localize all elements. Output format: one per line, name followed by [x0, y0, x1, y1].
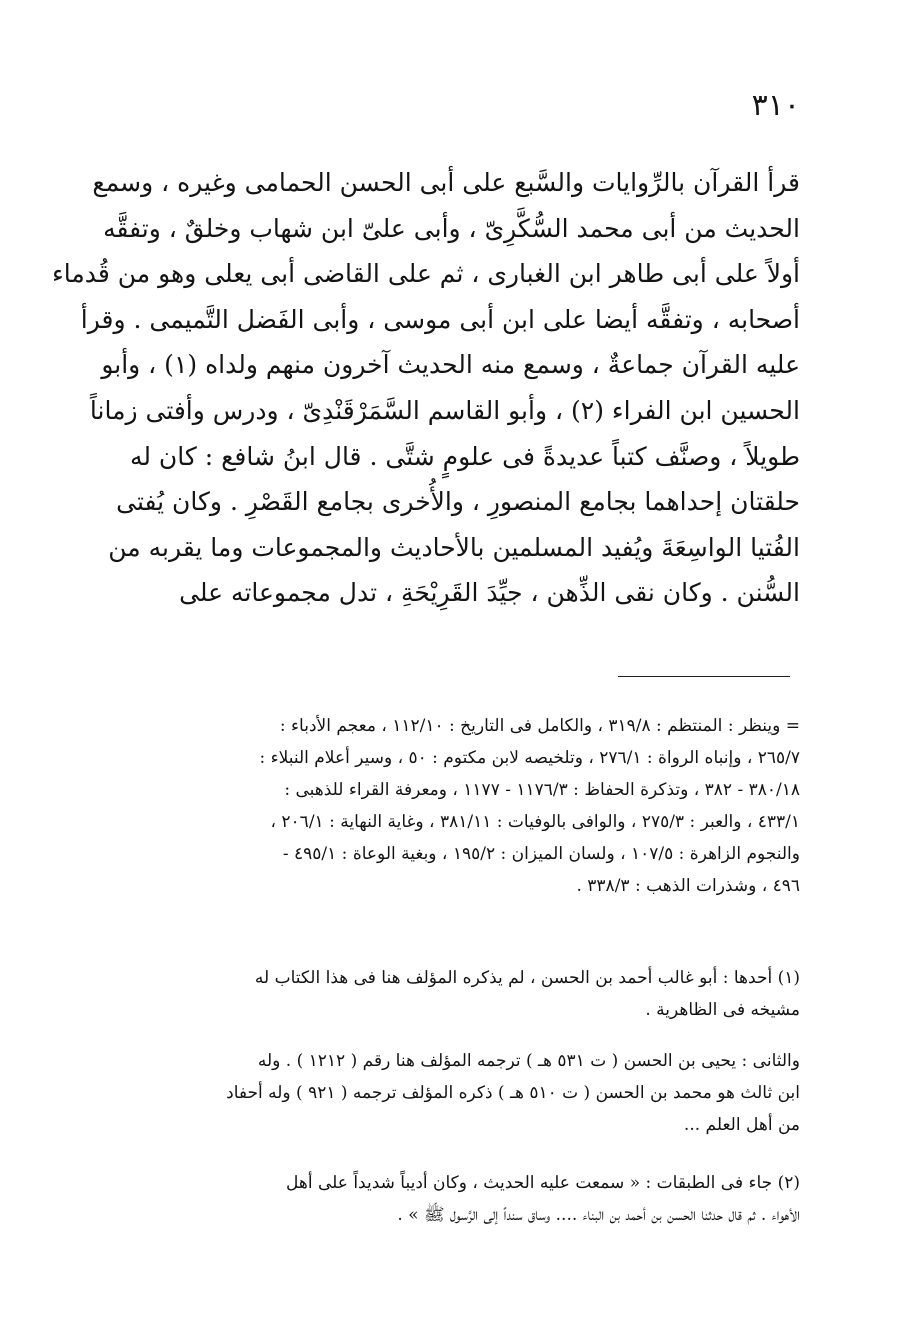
footnote-line: مشيخه فى الظاهرية .: [645, 1000, 800, 1020]
footnote-line: والثانى : يحيى بن الحسن ( ت ٥٣١ هـ ) ترجمه المؤلف هنا رقم ( ١٢١٢ ) . وله: [257, 1051, 800, 1071]
footnote-separator: [618, 676, 790, 677]
main-text: [51, 160, 800, 616]
main-text-line: قرأ القرآن بالرِّوايات والسَّبع على أبى الحسن الحمامى وغيره ، وسمع: [92, 168, 800, 197]
footnote-line: ٤٣٣/١ ، والعبر : ٢٧٥/٣ ، والوافى بالوفيات : ٣٨١/١١ ، وغاية النهاية : ٢٠٦/١ ،: [270, 812, 800, 832]
main-text-line: الحسين ابن الفراء (٢) ، وأبو القاسم السَّمَرْقَنْدِىّ ، ودرس وأفتى زماناً: [89, 395, 800, 425]
footnote-line: ابن ثالث هو محمد بن الحسن ( ت ٥١٠ هـ ) ذكره المؤلف ترجمه ( ٩٢١ ) وله أحفاد: [226, 1083, 800, 1103]
footnote-line: ٢٦٥/٧ ، وإنباه الرواة : ٢٧٦/١ ، وتلخيصه لابن مكتوم : ٥٠ ، وسير أعلام النبلاء :: [259, 748, 800, 768]
footnote-continuation: [110, 710, 800, 902]
footnote-line: من أهل العلم ...: [683, 1115, 800, 1135]
main-text-line: أصحابه ، وتفقَّه أيضا على ابن أبى موسى ، وأبى الفَضل التَّميمى . وقرأ: [80, 304, 800, 334]
footnote-line: الأهواء . ثم قال حدثنا الحسن بن أحمد بن البناء .... وساق سنداً إلى الرَّسول ﷺ » .: [397, 1205, 800, 1225]
footnote-line: ٣٨٠/١٨ - ٣٨٢ ، وتذكرة الحفاظ : ١١٧٦/٣ - ١١٧٧ ، ومعرفة القراء للذهبى :: [284, 780, 800, 800]
footnote-1-continued: [110, 1045, 800, 1141]
footnote-1: [110, 962, 800, 1026]
main-text-line: حلقتان إحداهما بجامع المنصورِ ، والأُخرى بجامع القَصْرِ . وكان يُفتى: [116, 487, 800, 517]
main-text-line: عليه القرآن جماعةٌ ، وسمع منه الحديث آخرون منهم ولداه (١) ، وأبو: [101, 350, 800, 380]
footnote-line: والنجوم الزاهرة : ١٠٧/٥ ، ولسان الميزان : ١٩٥/٢ ، وبغية الوعاة : ٤٩٥/١ -: [282, 844, 800, 864]
footnote-2: [110, 1167, 800, 1231]
main-text-line: طويلاً ، وصنَّف كتباً عديدةً فى علومٍ شتَّى . قال ابنُ شافع : كان له: [129, 441, 800, 471]
main-text-line: الحديث من أبى محمد السُّكَّرِىّ ، وأبى علىّ ابن شهاب وخلقٌ ، وتفقَّه: [103, 213, 800, 243]
footnote-line: = وينظر : المنتظم : ٣١٩/٨ ، والكامل فى التاريخ : ١١٢/١٠ ، معجم الأدباء :: [279, 716, 800, 736]
footnote-line: (١) أحدها : أبو غالب أحمد بن الحسن ، لم يذكره المؤلف هنا فى هذا الكتاب له: [254, 968, 800, 988]
main-text-line: أولاً على أبى طاهر ابن الغبارى ، ثم على القاضى أبى يعلى وهو من قُدماء: [51, 259, 800, 289]
footnote-line: (٢) جاء فى الطبقات : « سمعت عليه الحديث ، وكان أديباً شديداً على أهل: [286, 1173, 800, 1193]
footnote-line: ٤٩٦ ، وشذرات الذهب : ٣٣٨/٣ .: [576, 876, 800, 896]
main-text-line: الفُتيا الواسِعَةَ ويُفيد المسلمين بالأحاديث والمجموعات وما يقربه من: [108, 532, 800, 562]
main-text-line: السُّنن . وكان نقى الذِّهن ، جيِّدَ القَرِيْحَةِ ، تدل مجموعاته على: [179, 578, 800, 608]
page-number: ٣١٠: [751, 88, 800, 123]
